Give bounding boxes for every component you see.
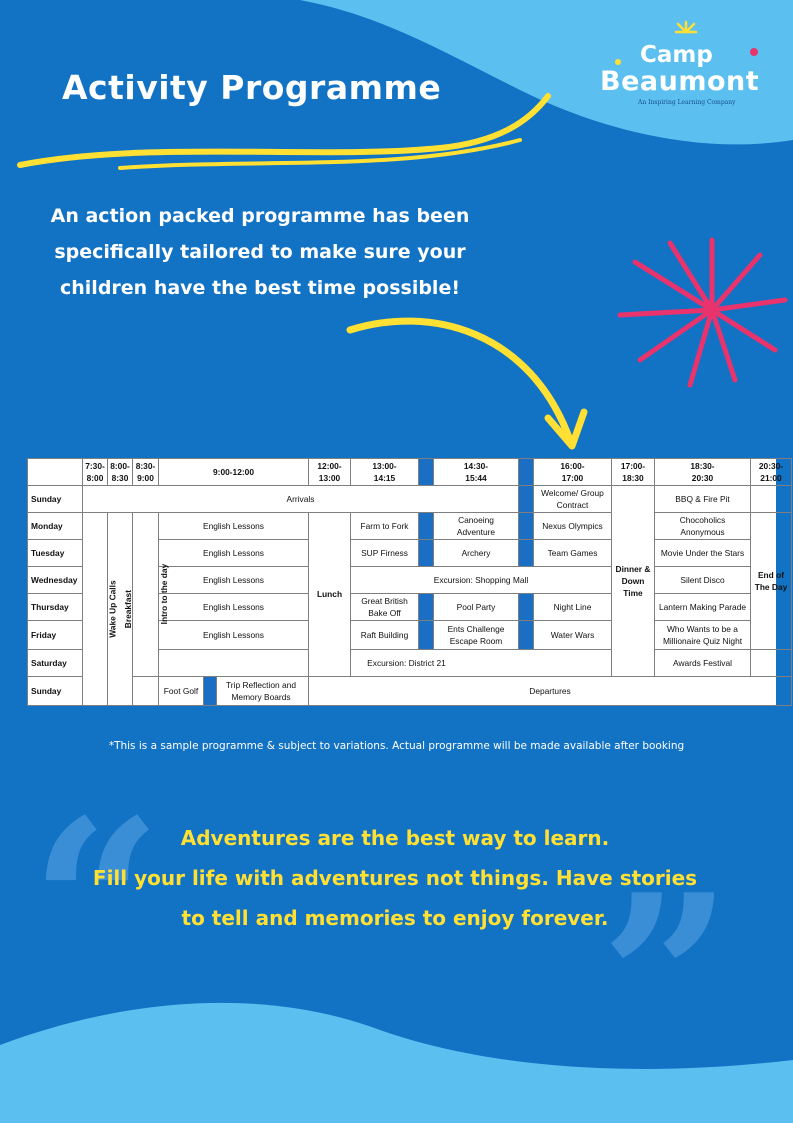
day-label: Saturday — [28, 650, 83, 677]
day-label: Monday — [28, 513, 83, 540]
empty-cell — [751, 486, 792, 513]
activity-cell: English Lessons — [159, 594, 309, 621]
svg-text:“: “ — [30, 770, 163, 1040]
activity-cell: Welcome/ Group Contract — [534, 486, 612, 513]
time-header: 18:30- 20:30 — [655, 459, 751, 486]
activity-cell: English Lessons — [159, 621, 309, 650]
empty-cell — [751, 650, 792, 677]
time-header: 16:00- 17:00 — [534, 459, 612, 486]
activity-cell: Team Games — [534, 540, 612, 567]
arrow-icon — [350, 321, 570, 440]
break-cell — [419, 459, 434, 486]
quote-text — [45, 818, 745, 938]
break-cell — [519, 513, 534, 540]
excursion-cell: Excursion: Shopping Mall — [351, 567, 612, 594]
activity-cell: English Lessons — [159, 567, 309, 594]
svg-text:”: ” — [600, 845, 733, 1115]
activity-cell: BBQ & Fire Pit — [655, 486, 751, 513]
day-label: Tuesday — [28, 540, 83, 567]
firework-icon — [620, 240, 785, 385]
break-cell — [519, 621, 534, 650]
time-header: 7:30- 8:00 — [83, 459, 108, 486]
disclaimer-note: *This is a sample programme & subject to variations. Actual programme will be made available after booking — [108, 740, 685, 752]
activity-cell: Canoeing Adventure — [434, 513, 519, 540]
end-of-day-cell: End of The Day — [751, 513, 792, 650]
break-cell — [519, 486, 534, 513]
table-row — [28, 486, 792, 513]
activity-cell: Night Line — [534, 594, 612, 621]
activity-cell: Movie Under the Stars — [655, 540, 751, 567]
activity-cell: Trip Reflection and Memory Boards — [226, 679, 296, 702]
time-header: 8:30- 9:00 — [133, 459, 159, 486]
break-cell — [419, 513, 434, 540]
corner-cell — [28, 459, 83, 486]
activity-cell: Ents Challenge Escape Room — [434, 621, 519, 650]
wake-up-label: Wake Up Calls — [107, 580, 118, 638]
logo-text-beaumont: Beaumont — [600, 66, 760, 97]
activity-cell: Who Wants to be a Millionaire Quiz Night — [655, 621, 751, 650]
time-header: 17:00- 18:30 — [612, 459, 655, 486]
activity-cell: English Lessons — [159, 513, 309, 540]
excursion-cell: Excursion: District 21 — [159, 650, 655, 677]
activity-cell: Nexus Olympics — [534, 513, 612, 540]
time-header: 12:00- 13:00 — [309, 459, 351, 486]
activity-cell: Great British Bake Off — [351, 594, 419, 621]
empty-cell — [133, 677, 159, 706]
time-header: 14:30- 15:44 — [434, 459, 519, 486]
activity-cell: Foot Golf — [159, 677, 204, 705]
intro-day-label: Intro to the day — [159, 564, 170, 625]
time-header: 13:00- 14:15 — [351, 459, 419, 486]
departures-cell: Departures — [309, 677, 792, 706]
intro-line: children have the best time possible! — [60, 277, 460, 299]
quote-line: Adventures are the best way to learn. — [180, 826, 610, 850]
break-cell — [419, 594, 434, 621]
activity-cell: Archery — [434, 540, 519, 567]
break-cell — [519, 540, 534, 567]
break-cell — [204, 677, 217, 705]
table-row — [28, 677, 792, 706]
table-row — [28, 513, 792, 540]
activity-cell: Lantern Making Parade — [655, 594, 751, 621]
logo-tagline: An Inspiring Learning Company — [638, 99, 736, 106]
activity-cell: SUP Firness — [351, 540, 419, 567]
logo — [596, 18, 786, 113]
day-label: Sunday — [28, 677, 83, 706]
schedule-table-container — [27, 458, 788, 705]
lunch-cell: Lunch — [309, 513, 351, 677]
activity-cell: Chocoholics Anonymous — [655, 513, 751, 540]
time-header: 9:00-12:00 — [159, 459, 309, 486]
time-header: 20:30- 21:00 — [751, 459, 792, 486]
day-label: Thursday — [28, 594, 83, 621]
quote-line: to tell and memories to enjoy forever. — [181, 906, 609, 930]
arrivals-cell: Arrivals — [83, 486, 519, 513]
activity-cell: Pool Party — [434, 594, 519, 621]
quote-line: Fill your life with adventures not things. Have stories — [92, 866, 698, 890]
break-cell — [419, 540, 434, 567]
activity-cell: Raft Building — [351, 621, 419, 650]
wake-up-cell — [83, 513, 118, 706]
intro-day-cell — [133, 513, 170, 677]
intro-text — [40, 198, 480, 306]
sunday-morning-cell — [159, 677, 309, 706]
dinner-cell: Dinner & Down Time — [612, 486, 655, 677]
sunday-morning-split — [159, 677, 305, 705]
break-cell — [519, 459, 534, 486]
page-title: Activity Programme — [62, 68, 442, 107]
day-label: Wednesday — [28, 567, 83, 594]
activity-cell: English Lessons — [159, 540, 309, 567]
schedule-table — [27, 458, 792, 706]
activity-cell: Silent Disco — [655, 567, 751, 594]
intro-line: An action packed programme has been — [50, 205, 470, 227]
table-header-row — [28, 459, 792, 486]
day-label: Sunday — [28, 486, 83, 513]
activity-cell: Farm to Fork — [351, 513, 419, 540]
breakfast-label: Breakfast — [123, 589, 133, 629]
day-label: Friday — [28, 621, 83, 650]
activity-cell: Water Wars — [534, 621, 612, 650]
logo-text-camp: Camp — [640, 42, 713, 68]
time-header: 8:00- 8:30 — [108, 459, 133, 486]
break-cell — [419, 621, 434, 650]
break-cell — [519, 594, 534, 621]
activity-cell: Awards Festival — [655, 650, 751, 677]
intro-line: specifically tailored to make sure your — [54, 241, 466, 263]
